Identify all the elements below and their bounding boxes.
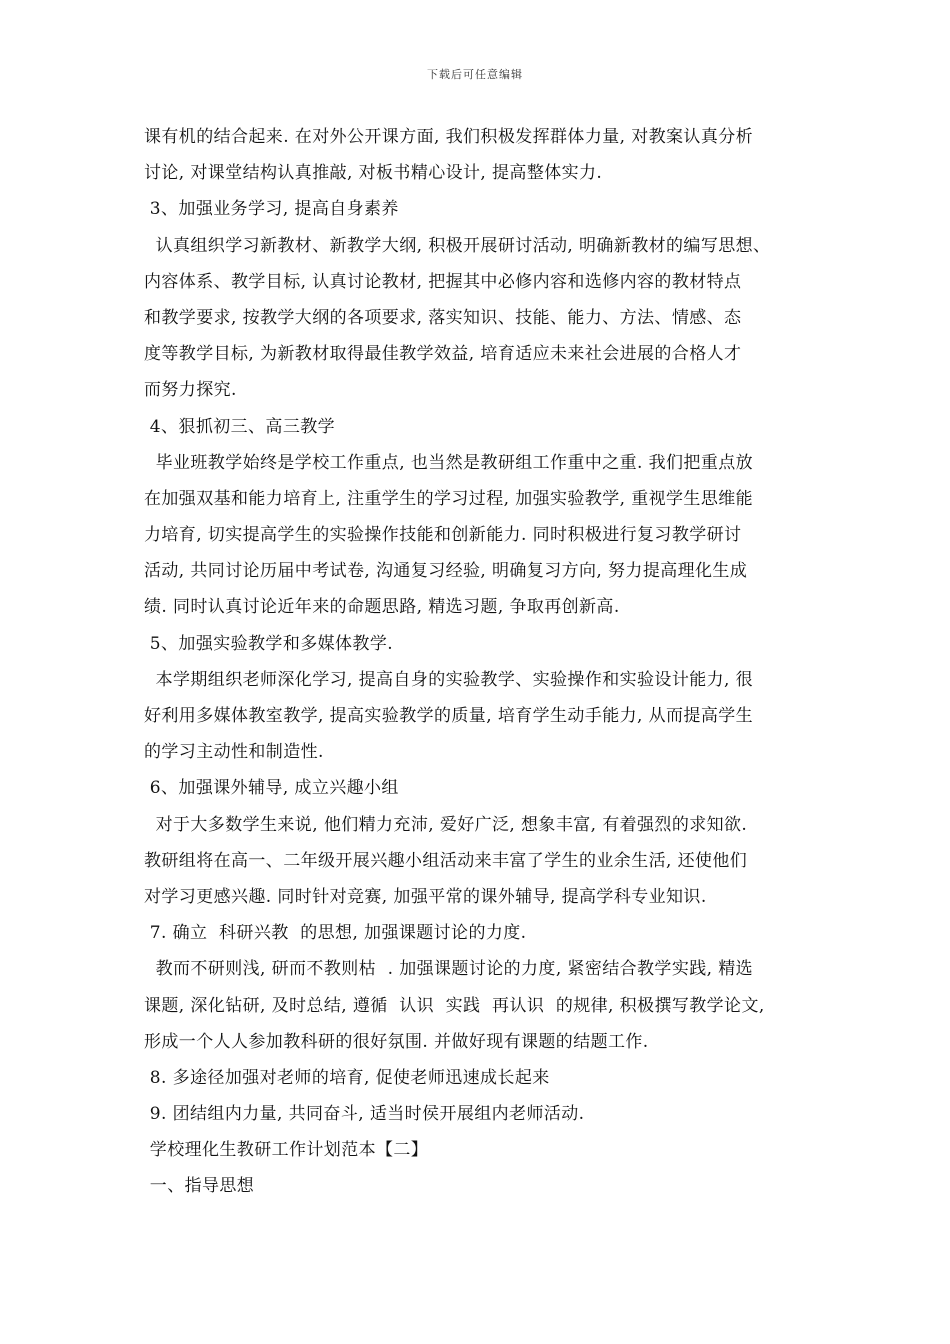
paragraph-line: 好利用多媒体教室教学, 提高实验教学的质量, 培育学生动手能力, 从而提高学生	[144, 706, 754, 726]
paragraph-line: 绩. 同时认真讨论近年来的命题思路, 精选习题, 争取再创新高.	[144, 597, 620, 618]
paragraph-line: 本学期组织老师深化学习, 提高自身的实验教学、实验操作和实验设计能力, 很	[144, 669, 754, 690]
paragraph-line: 在加强双基和能力培育上, 注重学生的学习过程, 加强实验教学, 重视学生思维能	[144, 488, 754, 509]
paragraph-line: 对学习更感兴趣. 同时针对竞赛, 加强平常的课外辅导, 提高学科专业知识.	[144, 886, 707, 907]
paragraph-line: 和教学要求, 按教学大纲的各项要求, 落实知识、技能、能力、方法、情感、态	[144, 307, 742, 328]
paragraph-line: 力培育, 切实提高学生的实验操作技能和创新能力. 同时积极进行复习教学研讨	[144, 525, 742, 546]
section-heading: 7. 确立 科研兴教 的思想, 加强课题讨论的力度.	[144, 923, 527, 944]
paragraph-line: 而努力探究.	[144, 380, 237, 401]
paragraph-line: 度等教学目标, 为新教材取得最佳教学效益, 培育适应未来社会进展的合格人才	[144, 344, 742, 365]
page-header: 下载后可任意编辑	[427, 68, 523, 81]
paragraph-line: 教研组将在高一、二年级开展兴趣小组活动来丰富了学生的业余生活, 还使他们	[144, 850, 748, 871]
section-heading: 一、指导思想	[144, 1176, 255, 1197]
paragraph-line: 内容体系、教学目标, 认真讨论教材, 把握其中必修内容和选修内容的教材特点	[144, 271, 742, 292]
paragraph-line: 的学习主动性和制造性.	[144, 742, 324, 763]
document-subtitle: 学校理化生教研工作计划范本【二】	[144, 1140, 429, 1161]
paragraph-line: 活动, 共同讨论历届中考试卷, 沟通复习经验, 明确复习方向, 努力提高理化生成	[144, 561, 748, 582]
paragraph-line: 对于大多数学生来说, 他们精力充沛, 爱好广泛, 想象丰富, 有着强烈的求知欲.	[144, 814, 748, 835]
paragraph-line: 形成一个人人参加教科研的很好氛围. 并做好现有课题的结题工作.	[144, 1031, 649, 1052]
paragraph-line: 教而不研则浅, 研而不教则枯 . 加强课题讨论的力度, 紧密结合教学实践, 精选	[144, 959, 754, 980]
paragraph-line: 课题, 深化钻研, 及时总结, 遵循 认识 实践 再认识 的规律, 积极撰写教学论文,	[144, 995, 765, 1016]
paragraph-line: 讨论, 对课堂结构认真推敲, 对板书精心设计, 提高整体实力.	[144, 163, 603, 184]
document-body	[144, 119, 824, 1205]
section-heading: 3、加强业务学习, 提高自身素养	[144, 199, 399, 220]
section-heading: 4、狠抓初三、高三教学	[144, 416, 336, 437]
paragraph-line: 认真组织学习新教材、新教学大纲, 积极开展研讨活动, 明确新教材的编写思想、	[144, 235, 771, 256]
section-heading: 5、加强实验教学和多媒体教学.	[144, 633, 394, 654]
section-heading: 9. 团结组内力量, 共同奋斗, 适当时侯开展组内老师活动.	[144, 1104, 585, 1125]
paragraph-line: 课有机的结合起来. 在对外公开课方面, 我们积极发挥群体力量, 对教案认真分析	[144, 127, 754, 147]
section-heading: 6、加强课外辅导, 成立兴趣小组	[144, 778, 399, 799]
paragraph-line: 毕业班教学始终是学校工作重点, 也当然是教研组工作重中之重. 我们把重点放	[144, 452, 754, 473]
section-heading: 8. 多途径加强对老师的培育, 促使老师迅速成长起来	[144, 1067, 550, 1088]
